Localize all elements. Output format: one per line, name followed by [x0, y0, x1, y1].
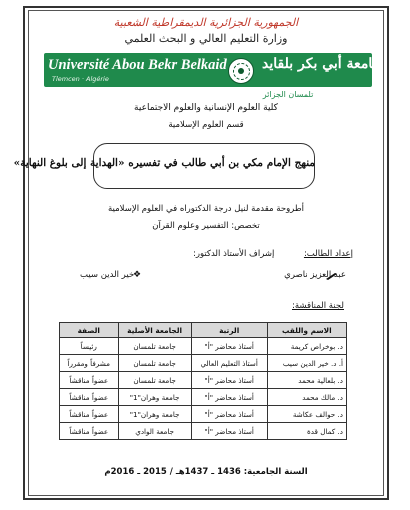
university-name-fr: Université Abou Bekr Belkaid: [48, 57, 227, 73]
member-university: جامعة الوادي: [118, 423, 191, 440]
col-header-role: الصفة: [60, 323, 119, 338]
prepared-by-label: إعداد الطالب:: [303, 249, 353, 259]
member-role: عضواً مناقشاً: [60, 406, 119, 423]
col-header-name: الاسم واللقب: [267, 323, 346, 338]
table-row: [60, 423, 347, 440]
member-rank: أستاذ محاضر "أ": [191, 406, 267, 423]
member-name: د. كمال قدة: [267, 423, 346, 440]
member-role: رئيساً: [60, 338, 119, 355]
table-row: [60, 372, 347, 389]
ministry-heading: وزارة التعليم العالي و البحث العلمي: [124, 32, 288, 45]
faculty-name: كلية العلوم الإنسانية والعلوم الاجتماعية: [134, 103, 278, 113]
member-university: جامعة تلمسان: [118, 355, 191, 372]
republic-heading: الجمهورية الجزائرية الديمقراطية الشعبية: [113, 16, 299, 29]
university-subtitle-fr: Tlemcen · Algérie: [52, 75, 109, 83]
col-header-university: الجامعة الأصلية: [118, 323, 191, 338]
department-name: قسم العلوم الإسلامية: [168, 120, 244, 130]
thesis-title: منهج الإمام مكي بن أبي طالب في تفسيره «الهداية إلى بلوغ النهاية»: [13, 157, 315, 169]
member-name: د. مالك محمد: [267, 389, 346, 406]
member-rank: أستاذ محاضر "أ": [191, 372, 267, 389]
table-row: [60, 355, 347, 372]
col-header-rank: الرتبة: [191, 323, 267, 338]
member-name: د. بوخراص كريمة: [267, 338, 346, 355]
member-rank: أستاذ التعليم العالي: [191, 355, 267, 372]
specialty-line: تخصص: التفسير وعلوم القرآن: [152, 221, 260, 231]
supervisor-name: خير الدين سيب: [80, 270, 135, 280]
member-role: مشرفاً ومقرراً: [60, 355, 119, 372]
university-city-ar: تلمسان الجزائر: [262, 90, 314, 99]
member-rank: أستاذ محاضر "أ": [191, 423, 267, 440]
member-university: جامعة تلمسان: [118, 338, 191, 355]
member-rank: أستاذ محاضر "أ": [191, 389, 267, 406]
university-emblem-icon: [228, 58, 254, 84]
university-name-ar: جامعة أبي بكر بلقايد: [262, 56, 382, 72]
diamond-bullet-icon: ❖: [133, 270, 142, 280]
member-role: عضواً مناقشاً: [60, 389, 119, 406]
member-university: جامعة وهران"1": [118, 389, 191, 406]
member-name: د. حوالف عكاشة: [267, 406, 346, 423]
supervisor-label: إشراف الأستاذ الدكتور:: [193, 249, 275, 259]
member-university: جامعة تلمسان: [118, 372, 191, 389]
table-row: [60, 406, 347, 423]
table-row: [60, 338, 347, 355]
member-rank: أستاذ محاضر "أ": [191, 338, 267, 355]
degree-line: أطروحة مقدمة لنيل درجة الدكتوراه في العلوم الإسلامية: [107, 204, 304, 214]
student-name: عبد العزيز ناصري: [284, 270, 346, 280]
member-university: جامعة وهران"1": [118, 406, 191, 423]
table-row: [60, 389, 347, 406]
member-name: د. بلعالية محمد: [267, 372, 346, 389]
committee-header-row: [60, 323, 347, 338]
member-role: عضواً مناقشاً: [60, 423, 119, 440]
member-name: أ. د. خير الدين سيب: [267, 355, 346, 372]
committee-table: [59, 322, 347, 440]
committee-label: لجنة المناقشة:: [292, 301, 344, 311]
member-role: عضواً مناقشاً: [60, 372, 119, 389]
academic-year: السنة الجامعية: 1436 ـ 1437هـ / 2015 ـ 2016م: [104, 467, 308, 477]
